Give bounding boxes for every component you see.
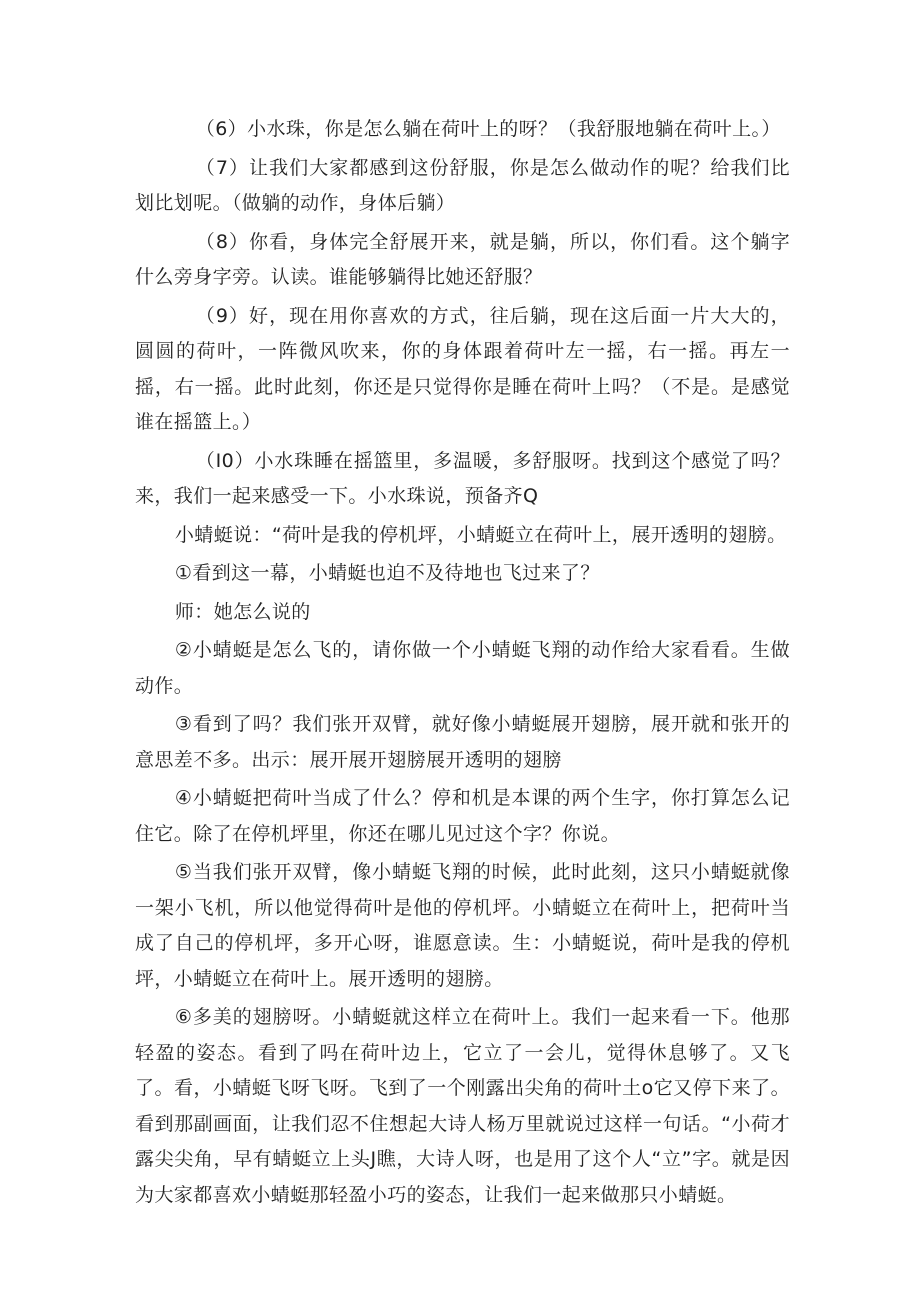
paragraph-item-1: ①看到这一幕，小蜻蜓也迫不及待地也飞过来了？: [174, 562, 600, 584]
paragraph-step-9: （9）好，现在用你喜欢的方式，往后躺，现在这后面一片大大的，圆圆的荷叶，一阵微风吹来，你的身体跟着荷叶左一摇，右一摇。再左一摇，右一摇。此时此刻，你还是只觉得你是睡在荷叶上吗？（不是。是感觉谁在摇篮上。）: [135, 304, 790, 433]
document-page: [135, 112, 790, 1216]
paragraph-item-5: ⑤当我们张开双臂，像小蜻蜓飞翔的时候，此时此刻，这只小蜻蜓就像一架小飞机，所以他觉得荷叶是他的停机坪。小蜻蜓立在荷叶上，把荷叶当成了自己的停机坪，多开心呀，谁愿意读。生：小蜻蜓说，荷叶是我的停机坪，小蜻蜓立在荷叶上。展开透明的翅膀。: [135, 861, 790, 990]
paragraph-step-6: （6）小水珠，你是怎么躺在荷叶上的呀？（我舒服地躺在荷叶上。）: [195, 118, 781, 140]
paragraph-item-4: ④小蜻蜓把荷叶当成了什么？停和机是本课的两个生字，你打算怎么记住它。除了在停机坪里，你还在哪儿见过这个字？你说。: [135, 787, 790, 845]
paragraph-step-8: （8）你看，身体完全舒展开来，就是躺，所以，你们看。这个躺字什么旁身字旁。认读。谁能够躺得比她还舒服？: [135, 230, 790, 288]
paragraph-step-7: （7）让我们大家都感到这份舒服，你是怎么做动作的呢？给我们比划比划呢。（做躺的动作，身体后躺）: [135, 156, 790, 214]
paragraph-item-2: ②小蜻蜓是怎么飞的，请你做一个小蜻蜓飞翔的动作给大家看看。生做动作。: [135, 639, 790, 697]
paragraph-step-10: （I0）小水珠睡在摇篮里，多温暖，多舒服呀。找到这个感觉了吗？来，我们一起来感受一下。小水珠说，预备齐Q: [135, 449, 790, 507]
paragraph-item-3: ③看到了吗？我们张开双臂，就好像小蜻蜓展开翅膀，展开就和张开的意思差不多。出示：展开展开翅膀展开透明的翅膀: [135, 713, 790, 771]
paragraph-teacher-line: 师：她怎么说的: [174, 600, 311, 623]
paragraph-item-6: ⑥多美的翅膀呀。小蜻蜓就这样立在荷叶上。我们一起来看一下。他那轻盈的姿态。看到了吗在荷叶边上，它立了一会儿，觉得休息够了。又飞了。看，小蜻蜓飞呀飞呀。飞到了一个刚露出尖角的荷叶土o它又停下来了。看到那副画面，让我们忍不住想起大诗人杨万里就说过这样一句话。“小荷才露尖尖角，早有蜻蜓立上头J瞧，大诗人呀，也是用了这个人“立”字。就是因为大家都喜欢小蜻蜓那轻盈小巧的姿态，让我们一起来做那只小蜻蜓。: [135, 1006, 790, 1206]
paragraph-dragonfly-quote: 小蜻蜓说：“荷叶是我的停机坪，小蜻蜓立在荷叶上，展开透明的翅膀。: [174, 523, 787, 546]
